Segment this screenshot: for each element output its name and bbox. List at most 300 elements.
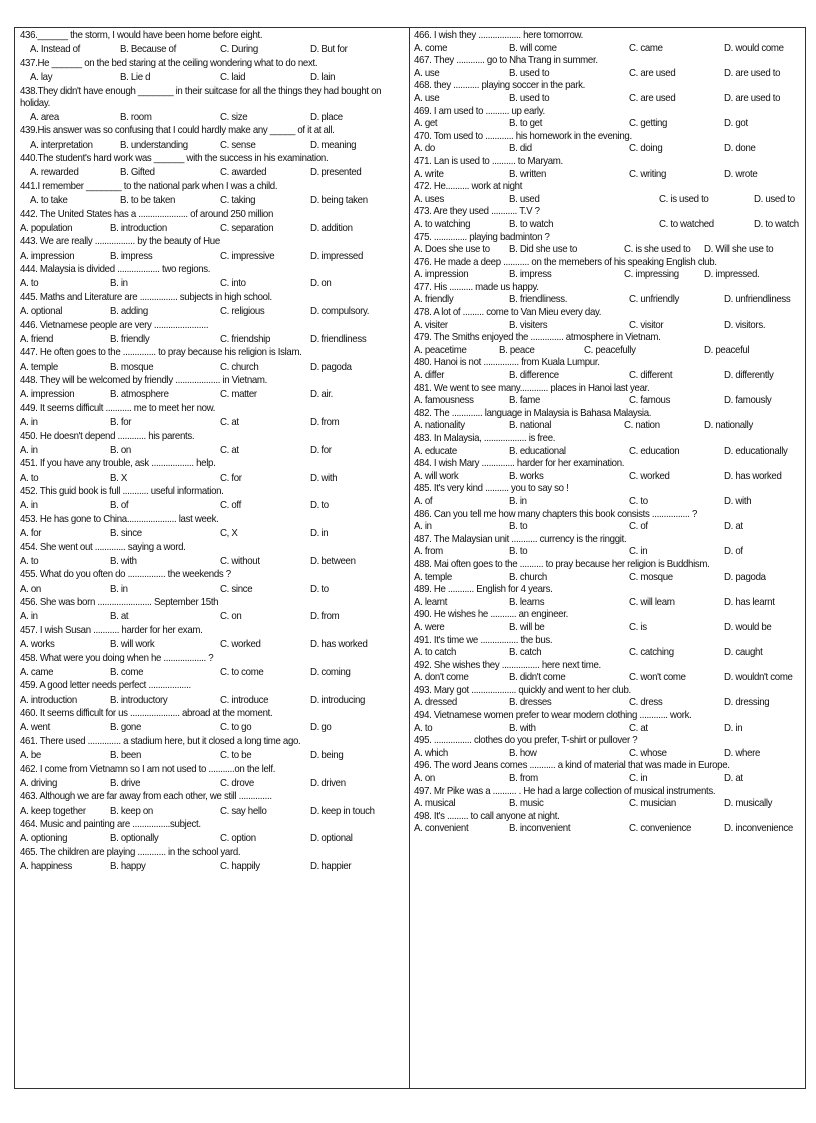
answer-option-c[interactable]: C. matter xyxy=(220,389,257,401)
answer-option-d[interactable]: D. in xyxy=(724,722,743,734)
answer-option-b[interactable]: B. catch xyxy=(509,647,542,659)
question-text: 453. He has gone to China..................... last week. xyxy=(20,513,219,525)
answer-option-b[interactable]: B. in xyxy=(110,278,128,290)
answer-option-a[interactable]: A. in xyxy=(20,611,38,623)
answer-option-c[interactable]: C. sense xyxy=(220,139,256,151)
answer-option-c[interactable]: C. are used xyxy=(629,92,676,104)
answer-option-a[interactable]: A. impression xyxy=(414,269,469,281)
answer-option-c[interactable]: C. to go xyxy=(220,722,252,734)
question-text: 468. they ........... playing soccer in the park. xyxy=(414,80,585,92)
answer-option-b[interactable]: B. didn't come xyxy=(509,672,566,684)
answer-option-b[interactable]: B. adding xyxy=(110,306,148,318)
answer-option-c[interactable]: C. drove xyxy=(220,777,254,789)
answer-options xyxy=(414,521,803,534)
answer-option-b[interactable]: B. visiters xyxy=(509,319,548,331)
answer-option-c[interactable]: C. worked xyxy=(220,639,261,651)
answer-option-d[interactable]: D. where xyxy=(724,747,761,759)
answer-option-b[interactable]: B. how xyxy=(509,747,537,759)
answer-option-d[interactable]: D. to watch xyxy=(754,218,799,230)
answer-option-b[interactable]: B. optionally xyxy=(110,833,159,845)
answer-options xyxy=(20,360,405,376)
answer-option-a[interactable]: A. temple xyxy=(20,361,58,373)
answer-option-b[interactable]: B. in xyxy=(509,495,527,507)
question-text: 495. ................ clothes do you prefer, T-shirt or pullover ? xyxy=(414,735,638,747)
answer-option-a[interactable]: A. lay xyxy=(30,71,53,83)
answer-option-a[interactable]: A. happiness xyxy=(20,861,72,873)
answer-option-a[interactable]: A. to take xyxy=(30,195,68,207)
answer-option-d[interactable]: D. air. xyxy=(310,389,333,401)
answer-option-b[interactable]: B. X xyxy=(110,472,127,484)
answer-option-a[interactable]: A. to xyxy=(414,722,433,734)
answer-option-b[interactable]: B. at xyxy=(110,611,129,623)
question-text: 464. Music and painting are ................subject. xyxy=(20,819,201,831)
answer-option-b[interactable]: B. mosque xyxy=(110,361,154,373)
answer-option-b[interactable]: B. from xyxy=(509,773,538,785)
answer-option-a[interactable]: A. write xyxy=(414,168,444,180)
answer-option-b[interactable]: B. introductory xyxy=(110,694,168,706)
answer-options xyxy=(414,496,803,509)
answer-options xyxy=(20,304,405,320)
answer-option-d[interactable]: D. of xyxy=(724,546,743,558)
answer-option-a[interactable]: A. will work xyxy=(414,470,459,482)
answer-options xyxy=(20,42,405,58)
answer-option-a[interactable]: A. dressed xyxy=(414,697,457,709)
answer-option-c[interactable]: C. worked xyxy=(629,470,670,482)
answer-option-d[interactable]: D. dressing xyxy=(724,697,770,709)
answer-option-c[interactable]: C. say hello xyxy=(220,805,267,817)
answer-option-a[interactable]: A. optioning xyxy=(20,833,68,845)
answer-option-a[interactable]: A. area xyxy=(30,111,59,123)
answer-option-a[interactable]: A. came xyxy=(20,666,54,678)
answer-option-c[interactable]: C. musician xyxy=(629,798,676,810)
answer-option-a[interactable]: A. works xyxy=(20,639,55,651)
answer-option-d[interactable]: D. for xyxy=(310,444,332,456)
answer-options xyxy=(414,748,803,761)
answer-option-c[interactable]: C. at xyxy=(220,417,239,429)
question-text: 496. The word Jeans comes ........... a kind of material that was made in Europe. xyxy=(414,760,730,772)
answer-option-c[interactable]: C. During xyxy=(220,44,258,56)
answer-option-d[interactable]: D. friendliness xyxy=(310,333,367,345)
answer-option-c[interactable]: C. is used to xyxy=(659,193,709,205)
answer-option-b[interactable]: B. will work xyxy=(110,639,155,651)
answer-option-b[interactable]: B. written xyxy=(509,168,547,180)
answer-option-d[interactable]: D. on xyxy=(310,278,332,290)
answer-option-a[interactable]: A. learnt xyxy=(414,596,448,608)
answer-option-c[interactable]: C. catching xyxy=(629,647,674,659)
answer-options xyxy=(414,420,803,433)
answer-option-c[interactable]: C. to watched xyxy=(659,218,714,230)
answer-option-b[interactable]: B. friendly xyxy=(110,333,150,345)
answer-option-b[interactable]: B. peace xyxy=(499,344,535,356)
answer-option-a[interactable]: A. to xyxy=(20,555,39,567)
question-text: 473. Are they used ........... T.V ? xyxy=(414,206,540,218)
worksheet-page xyxy=(14,27,806,1089)
answer-option-a[interactable]: A. get xyxy=(414,118,438,130)
answer-option-a[interactable]: A. in xyxy=(20,500,38,512)
answer-option-d[interactable]: D. compulsory. xyxy=(310,306,370,318)
answer-option-c[interactable]: C. separation xyxy=(220,222,274,234)
answer-option-c[interactable]: C. are used xyxy=(629,67,676,79)
answer-option-a[interactable]: A. Does she use to xyxy=(414,244,490,256)
question-text: 448. They will be welcomed by friendly ................... in Vietnam. xyxy=(20,375,268,387)
answer-option-d[interactable]: D. would come xyxy=(724,42,784,54)
answer-option-c[interactable]: C. convenience xyxy=(629,823,692,835)
answer-options xyxy=(414,370,803,383)
answer-option-b[interactable]: B. used to xyxy=(509,92,550,104)
answer-option-d[interactable]: D. peaceful xyxy=(704,344,750,356)
answer-option-d[interactable]: D. famously xyxy=(724,395,772,407)
answer-option-a[interactable]: A. on xyxy=(20,583,41,595)
answer-option-a[interactable]: A. friend xyxy=(20,333,54,345)
answer-option-d[interactable]: D. introducing xyxy=(310,694,366,706)
answer-option-b[interactable]: B. on xyxy=(110,444,131,456)
answer-option-c[interactable]: C. into xyxy=(220,278,246,290)
answer-option-d[interactable]: D. with xyxy=(724,495,752,507)
answer-option-c[interactable]: C. to come xyxy=(220,666,264,678)
answer-option-d[interactable]: D. presented xyxy=(310,167,362,179)
answer-option-b[interactable]: B. Because of xyxy=(120,44,176,56)
answer-option-c[interactable]: C. on xyxy=(220,611,242,623)
answer-option-b[interactable]: B. been xyxy=(110,750,142,762)
answer-option-c[interactable]: C. taking xyxy=(220,195,256,207)
answer-option-c[interactable]: C. doing xyxy=(629,143,663,155)
answer-options xyxy=(414,446,803,459)
answer-option-d[interactable]: D. wouldn't come xyxy=(724,672,793,684)
answer-option-a[interactable]: A. educate xyxy=(414,445,457,457)
answer-option-d[interactable]: D. go xyxy=(310,722,332,734)
answer-option-d[interactable]: D. coming xyxy=(310,666,351,678)
answer-option-d[interactable]: D. with xyxy=(310,472,338,484)
answer-option-a[interactable]: A. nationality xyxy=(414,420,465,432)
answer-option-c[interactable]: C. church xyxy=(220,361,259,373)
answer-option-c[interactable]: C. in xyxy=(629,546,648,558)
column-divider xyxy=(409,28,410,1088)
answer-option-b[interactable]: B. inconvenient xyxy=(509,823,571,835)
answer-option-b[interactable]: B. impress xyxy=(110,250,153,262)
answer-option-a[interactable]: A. optional xyxy=(20,306,63,318)
answer-option-b[interactable]: B. happy xyxy=(110,861,146,873)
answer-option-d[interactable]: D. But for xyxy=(310,44,348,56)
answer-option-a[interactable]: A. to catch xyxy=(414,647,457,659)
answer-option-b[interactable]: B. in xyxy=(110,583,128,595)
answer-option-b[interactable]: B. used to xyxy=(509,67,550,79)
question-text: 454. She went out ............. saying a word. xyxy=(20,541,186,553)
answer-option-b[interactable]: B. gone xyxy=(110,722,142,734)
answer-option-d[interactable]: D. used to xyxy=(754,193,795,205)
question-text: 477. His .......... made us happy. xyxy=(414,281,539,293)
question-text: 463. Although we are far away from each other, we still .............. xyxy=(20,791,272,803)
answer-option-a[interactable]: A. Instead of xyxy=(30,44,81,56)
question-text: 455. What do you often do ................ the weekends ? xyxy=(20,569,231,581)
answer-option-b[interactable]: B. room xyxy=(120,111,152,123)
answer-option-a[interactable]: A. in xyxy=(20,417,38,429)
answer-options xyxy=(414,244,803,257)
answer-option-b[interactable]: B. difference xyxy=(509,370,559,382)
answer-options xyxy=(414,143,803,156)
answer-option-c[interactable]: C. came xyxy=(629,42,663,54)
answer-option-a[interactable]: A. come xyxy=(414,42,448,54)
answer-option-b[interactable]: B. understanding xyxy=(120,139,188,151)
answer-option-d[interactable]: D. visitors. xyxy=(724,319,766,331)
answer-options xyxy=(414,773,803,786)
answer-option-c[interactable]: C. at xyxy=(220,444,239,456)
answer-option-c[interactable]: C. impressing xyxy=(624,269,679,281)
answer-option-c[interactable]: C. is xyxy=(629,621,647,633)
answer-option-b[interactable]: B. will be xyxy=(509,621,545,633)
answer-option-b[interactable]: B. church xyxy=(509,571,547,583)
answer-option-c[interactable]: C. mosque xyxy=(629,571,673,583)
answer-option-d[interactable]: D. are used to xyxy=(724,92,781,104)
answer-option-c[interactable]: C, X xyxy=(220,528,238,540)
answer-option-d[interactable]: D. wrote xyxy=(724,168,758,180)
answer-option-d[interactable]: D. optional xyxy=(310,833,353,845)
answer-option-d[interactable]: D. at xyxy=(724,773,743,785)
answer-option-d[interactable]: D. got xyxy=(724,118,748,130)
answer-option-c[interactable]: C. without xyxy=(220,555,260,567)
answer-option-d[interactable]: D. at xyxy=(724,521,743,533)
answer-option-c[interactable]: C. religious xyxy=(220,306,265,318)
answer-options xyxy=(20,748,405,764)
answer-option-a[interactable]: A. population xyxy=(20,222,73,234)
answer-options xyxy=(20,387,405,403)
answer-option-a[interactable]: A. famousness xyxy=(414,395,474,407)
answer-option-b[interactable]: B. educational xyxy=(509,445,566,457)
answer-option-a[interactable]: A. driving xyxy=(20,777,58,789)
answer-option-a[interactable]: A. interpretation xyxy=(30,139,93,151)
answer-option-d[interactable]: D. impressed xyxy=(310,250,364,262)
answer-option-b[interactable]: B. to get xyxy=(509,118,543,130)
answer-option-b[interactable]: B. Lie d xyxy=(120,71,151,83)
answer-option-d[interactable]: D. caught xyxy=(724,647,763,659)
answer-option-c[interactable]: C. introduce xyxy=(220,694,269,706)
answer-option-b[interactable]: B. used xyxy=(509,193,540,205)
answer-option-d[interactable]: D. addition xyxy=(310,222,353,234)
answer-option-d[interactable]: D. to xyxy=(310,500,329,512)
answer-option-a[interactable]: A. for xyxy=(20,528,42,540)
answer-option-c[interactable]: C. to xyxy=(629,495,648,507)
answer-option-b[interactable]: B. did xyxy=(509,143,532,155)
answer-option-b[interactable]: B. with xyxy=(110,555,137,567)
answer-option-b[interactable]: B. to xyxy=(509,521,528,533)
answer-option-c[interactable]: C. peacefully xyxy=(584,344,636,356)
answer-option-c[interactable]: C. laid xyxy=(220,71,246,83)
answer-option-a[interactable]: A. temple xyxy=(414,571,452,583)
answer-option-d[interactable]: D. driven xyxy=(310,777,346,789)
answer-option-c[interactable]: C. off xyxy=(220,500,241,512)
answer-option-a[interactable]: A. to xyxy=(20,278,39,290)
answer-option-a[interactable]: A. impression xyxy=(20,250,75,262)
answer-option-c[interactable]: C. for xyxy=(220,472,242,484)
answer-option-d[interactable]: D. nationally xyxy=(704,420,753,432)
answer-option-d[interactable]: D. pagoda xyxy=(310,361,352,373)
answer-options xyxy=(20,443,405,459)
answer-options xyxy=(20,110,405,126)
answer-option-a[interactable]: A. introduction xyxy=(20,694,77,706)
answer-options xyxy=(414,269,803,282)
answer-option-c[interactable]: C. to be xyxy=(220,750,252,762)
answer-option-a[interactable]: A. to watching xyxy=(414,218,471,230)
answer-option-a[interactable]: A. differ xyxy=(414,370,445,382)
answer-options xyxy=(414,93,803,106)
answer-option-d[interactable]: D. pagoda xyxy=(724,571,766,583)
answer-option-d[interactable]: D. to xyxy=(310,583,329,595)
answer-option-d[interactable]: D. from xyxy=(310,417,340,429)
answer-option-a[interactable]: A. in xyxy=(414,521,432,533)
answer-option-c[interactable]: C. education xyxy=(629,445,680,457)
answer-option-d[interactable]: D. place xyxy=(310,111,343,123)
answer-option-a[interactable]: A. convenient xyxy=(414,823,469,835)
answer-option-b[interactable]: B. learns xyxy=(509,596,545,608)
question-text: 487. The Malaysian unit ........... currency is the ringgit. xyxy=(414,533,627,545)
answer-option-a[interactable]: A. from xyxy=(414,546,443,558)
answer-option-b[interactable]: B. national xyxy=(509,420,552,432)
answer-option-d[interactable]: D. impressed. xyxy=(704,269,760,281)
answer-option-a[interactable]: A. were xyxy=(414,621,445,633)
answer-option-a[interactable]: A. rewarded xyxy=(30,167,79,179)
answer-option-b[interactable]: B. will come xyxy=(509,42,557,54)
answer-option-d[interactable]: D. musically xyxy=(724,798,773,810)
answer-option-d[interactable]: D. has worked xyxy=(724,470,782,482)
answer-option-c[interactable]: C. getting xyxy=(629,118,668,130)
answer-option-a[interactable]: A. keep together xyxy=(20,805,86,817)
answer-option-d[interactable]: D. from xyxy=(310,611,340,623)
answer-option-c[interactable]: C. since xyxy=(220,583,253,595)
answer-option-d[interactable]: D. between xyxy=(310,555,356,567)
answer-option-a[interactable]: A. friendly xyxy=(414,294,454,306)
answer-option-d[interactable]: D. done xyxy=(724,143,756,155)
answer-options xyxy=(414,345,803,358)
answer-option-a[interactable]: A. peacetime xyxy=(414,344,467,356)
question-text-continued: holiday. xyxy=(20,97,50,109)
answer-option-d[interactable]: D. happier xyxy=(310,861,352,873)
answer-option-b[interactable]: B. dresses xyxy=(509,697,552,709)
answer-option-c[interactable]: C. of xyxy=(629,521,648,533)
answer-option-c[interactable]: C. whose xyxy=(629,747,667,759)
answer-option-a[interactable]: A. don't come xyxy=(414,672,469,684)
answer-option-c[interactable]: C. awarded xyxy=(220,167,267,179)
question-text: 483. In Malaysia, .................. is free. xyxy=(414,433,556,444)
answer-options xyxy=(414,118,803,131)
answer-option-c[interactable]: C. won't come xyxy=(629,672,686,684)
answer-option-c[interactable]: C. visitor xyxy=(629,319,664,331)
answer-option-c[interactable]: C. size xyxy=(220,111,248,123)
answer-option-b[interactable]: B. Did she use to xyxy=(509,244,578,256)
answer-option-a[interactable]: A. in xyxy=(20,444,38,456)
answer-options xyxy=(20,165,405,181)
answer-option-b[interactable]: B. works xyxy=(509,470,544,482)
answer-option-b[interactable]: B. since xyxy=(110,528,142,540)
answer-option-b[interactable]: B. Gifted xyxy=(120,167,155,179)
answer-option-a[interactable]: A. use xyxy=(414,67,440,79)
answer-option-d[interactable]: D. Will she use to xyxy=(704,244,774,256)
answer-option-b[interactable]: B. of xyxy=(110,500,129,512)
answer-option-c[interactable]: C. friendship xyxy=(220,333,271,345)
answer-options xyxy=(414,43,803,56)
answer-option-b[interactable]: B. impress xyxy=(509,269,552,281)
answer-option-d[interactable]: D. are used to xyxy=(724,67,781,79)
answer-option-c[interactable]: C. impressive xyxy=(220,250,275,262)
question-text: 456. She was born ....................... September 15th xyxy=(20,597,219,609)
answer-option-a[interactable]: A. went xyxy=(20,722,50,734)
answer-option-c[interactable]: C. option xyxy=(220,833,256,845)
answer-option-a[interactable]: A. of xyxy=(414,495,433,507)
left-column xyxy=(20,30,405,875)
answer-option-c[interactable]: C. dress xyxy=(629,697,663,709)
answer-option-c[interactable]: C. is she used to xyxy=(624,244,691,256)
answer-option-b[interactable]: B. introduction xyxy=(110,222,167,234)
question-text: 438.They didn't have enough _______ in their suitcase for all the things they had bought on xyxy=(20,85,382,97)
answer-option-d[interactable]: D. being xyxy=(310,750,344,762)
answer-option-a[interactable]: A. which xyxy=(414,747,448,759)
answer-option-d[interactable]: D. being taken xyxy=(310,195,368,207)
answer-option-a[interactable]: A. on xyxy=(414,773,435,785)
answer-option-b[interactable]: B. to xyxy=(509,546,528,558)
answer-option-d[interactable]: D. in xyxy=(310,528,329,540)
answer-option-c[interactable]: C. in xyxy=(629,773,648,785)
answer-option-c[interactable]: C. writing xyxy=(629,168,667,180)
answer-option-a[interactable]: A. musical xyxy=(414,798,456,810)
answer-option-b[interactable]: B. friendliness. xyxy=(509,294,568,306)
answer-option-a[interactable]: A. use xyxy=(414,92,440,104)
question-text: 436.______ the storm, I would have been home before eight. xyxy=(20,30,263,41)
answer-option-d[interactable]: D. has learnt xyxy=(724,596,775,608)
answer-option-d[interactable]: D. educationally xyxy=(724,445,788,457)
answer-options xyxy=(414,823,803,836)
question-text: 476. He made a deep ........... on the memebers of his speaking English club. xyxy=(414,256,717,268)
answer-option-a[interactable]: A. be xyxy=(20,750,41,762)
answer-option-a[interactable]: A. do xyxy=(414,143,435,155)
answer-options xyxy=(20,665,405,681)
answer-option-c[interactable]: C. happily xyxy=(220,861,260,873)
answer-option-c[interactable]: C. will learn xyxy=(629,596,675,608)
answer-option-b[interactable]: B. keep on xyxy=(110,805,153,817)
question-text: 462. I come from Vietnamn so I am not used to ...........on the lelf. xyxy=(20,763,276,775)
answer-option-c[interactable]: C. nation xyxy=(624,420,660,432)
answer-option-a[interactable]: A. to xyxy=(20,472,39,484)
answer-option-d[interactable]: D. lain xyxy=(310,71,336,83)
question-text: 466. I wish they .................. here tomorrow. xyxy=(414,30,584,41)
answer-option-b[interactable]: B. with xyxy=(509,722,536,734)
answer-option-c[interactable]: C. at xyxy=(629,722,648,734)
answer-option-a[interactable]: A. visiter xyxy=(414,319,448,331)
answer-option-a[interactable]: A. impression xyxy=(20,389,75,401)
answer-option-b[interactable]: B. come xyxy=(110,666,144,678)
answer-options xyxy=(20,471,405,487)
answer-option-a[interactable]: A. uses xyxy=(414,193,444,205)
answer-option-c[interactable]: C. famous xyxy=(629,395,671,407)
answer-option-b[interactable]: B. for xyxy=(110,417,132,429)
answer-option-b[interactable]: B. to be taken xyxy=(120,195,176,207)
answer-option-b[interactable]: B. fame xyxy=(509,395,541,407)
answer-option-c[interactable]: C. unfriendly xyxy=(629,294,680,306)
answer-option-d[interactable]: D. meaning xyxy=(310,139,357,151)
question-text: 459. A good letter needs perfect .................. xyxy=(20,680,191,692)
question-text: 485. It's very kind .......... you to say so ! xyxy=(414,483,569,495)
answer-option-d[interactable]: D. inconvenience xyxy=(724,823,793,835)
answer-option-b[interactable]: B. to watch xyxy=(509,218,554,230)
answer-option-d[interactable]: D. has worked xyxy=(310,639,368,651)
question-text: 479. The Smiths enjoyed the .............. atmosphere in Vietnam. xyxy=(414,332,661,344)
question-text: 478. A lot of ......... come to Van Mieu every day. xyxy=(414,307,602,319)
answer-option-c[interactable]: C. different xyxy=(629,370,673,382)
answer-option-d[interactable]: D. keep in touch xyxy=(310,805,375,817)
answer-option-b[interactable]: B. drive xyxy=(110,777,141,789)
answer-option-b[interactable]: B. music xyxy=(509,798,544,810)
answer-option-d[interactable]: D. would be xyxy=(724,621,772,633)
answer-option-b[interactable]: B. atmosphere xyxy=(110,389,169,401)
answer-option-d[interactable]: D. differently xyxy=(724,370,774,382)
answer-option-d[interactable]: D. unfriendliness xyxy=(724,294,791,306)
